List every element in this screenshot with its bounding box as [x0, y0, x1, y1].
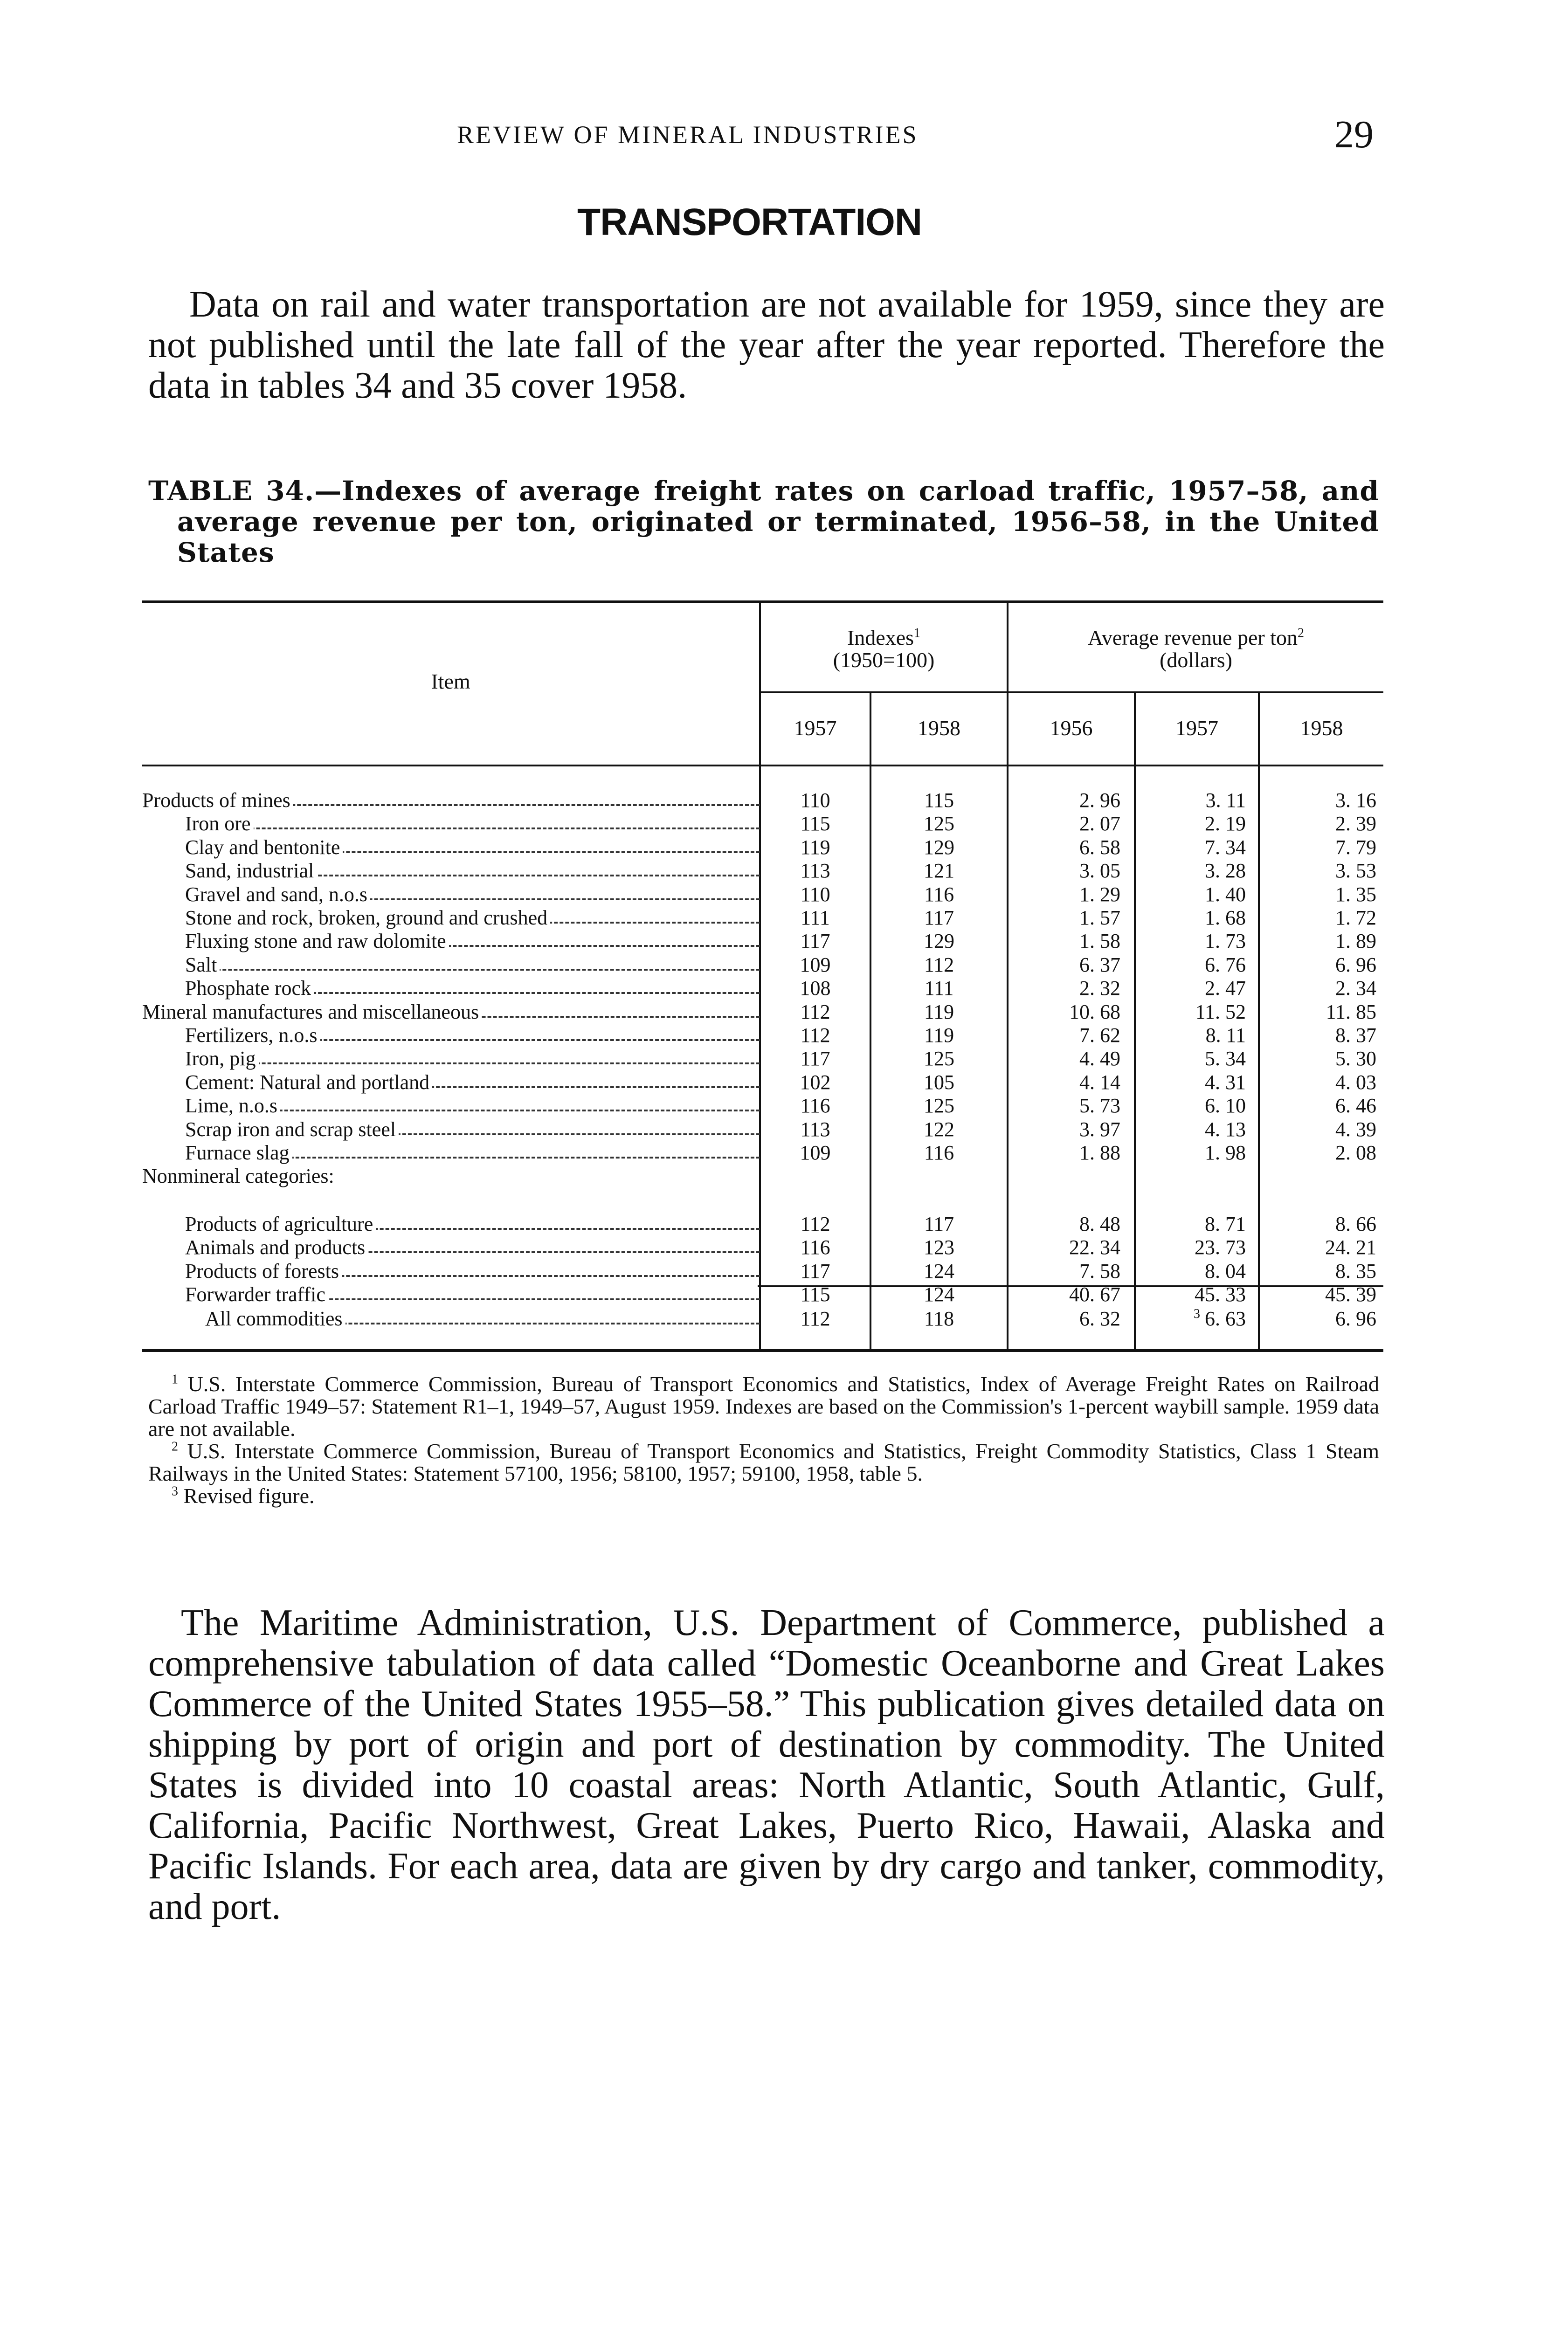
table-row-r1958: 3. 16 — [1335, 789, 1376, 812]
table-bottom-rule — [142, 1349, 1383, 1352]
table-row-item — [142, 1117, 760, 1141]
header-revenue-1958: 1958 — [1300, 716, 1343, 740]
table-row-i1958: 115 — [924, 789, 954, 812]
header-revenue-1956: 1956 — [1050, 716, 1093, 740]
footnotes — [148, 1373, 1379, 1507]
table-row-i1957: 111 — [801, 906, 830, 929]
table-row-r1957: 7. 34 — [1205, 836, 1246, 859]
table-row-item — [142, 1047, 760, 1070]
table-row-r1956: 3. 05 — [1079, 859, 1120, 882]
table-row-item — [142, 1141, 760, 1164]
item-label: Fertilizers, n.o.s — [185, 1024, 320, 1047]
header-revenue-footnote-mark: 2 — [1297, 626, 1304, 641]
table-row-i1957: 109 — [800, 953, 831, 976]
table-row-i1957: 112 — [800, 1213, 830, 1235]
table-row-r1957: 8. 11 — [1205, 1024, 1246, 1047]
table-row-r1957: 3. 11 — [1205, 789, 1246, 812]
section-title: TRANSPORTATION — [577, 201, 922, 243]
footnote-mark: 1 — [172, 1372, 178, 1387]
page-number: 29 — [1334, 113, 1374, 156]
table-row-r1958: 8. 66 — [1335, 1213, 1376, 1235]
table-row-item — [142, 1070, 760, 1094]
table-row-r1956: 7. 58 — [1079, 1260, 1120, 1283]
table-row-r1958: 2. 39 — [1335, 812, 1376, 835]
table-row-item — [142, 906, 760, 929]
table-row-i1958: 123 — [924, 1236, 954, 1259]
table-row-r1957: 6. 76 — [1205, 953, 1246, 976]
table-row-i1958: 105 — [924, 1071, 954, 1094]
table-top-rule — [142, 600, 1383, 603]
table-row-item — [142, 1283, 760, 1306]
table-row-i1957: 112 — [800, 1000, 830, 1023]
header-indexes-footnote-mark: 1 — [914, 626, 921, 641]
table-row-i1958: 125 — [924, 1094, 954, 1117]
table-row-i1957: 108 — [800, 977, 831, 1000]
footnote-text: Revised figure. — [183, 1484, 315, 1508]
item-label: Furnace slag — [185, 1141, 292, 1164]
table-row-i1958: 116 — [924, 1141, 954, 1164]
table-row-item — [142, 1212, 760, 1235]
header-indexes-base: (1950=100) — [833, 648, 935, 672]
table-row-item — [142, 953, 760, 976]
table-row-r1957: 1. 40 — [1205, 883, 1246, 906]
table-row-r1957: 6. 10 — [1205, 1094, 1246, 1117]
table-row-r1957: 23. 73 — [1195, 1236, 1246, 1259]
table-row-r1958: 4. 39 — [1335, 1118, 1376, 1141]
header-revenue — [1008, 627, 1383, 671]
item-label: Phosphate rock — [185, 977, 314, 1000]
total-row-r1957 — [1136, 1307, 1246, 1331]
dot-leader — [194, 1062, 760, 1064]
table-row-r1957: 4. 31 — [1205, 1071, 1246, 1094]
header-revenue-1957: 1957 — [1175, 716, 1218, 740]
header-indexes-label: Indexes — [847, 626, 914, 649]
table-row-r1956: 1. 29 — [1079, 883, 1120, 906]
table-row-i1958: 112 — [924, 953, 954, 976]
table-row-i1957: 117 — [800, 930, 830, 952]
freight-rates-table — [142, 600, 1383, 1350]
item-label: Iron ore — [185, 812, 254, 835]
table-row-r1958: 2. 34 — [1335, 977, 1376, 1000]
table-row-r1956: 5. 73 — [1079, 1094, 1120, 1117]
table-row-i1958: 121 — [924, 859, 954, 882]
table-row-item — [142, 812, 760, 835]
header-item: Item — [431, 669, 470, 693]
table-row-r1957: 1. 68 — [1205, 906, 1246, 929]
table-row-r1958: 1. 35 — [1335, 883, 1376, 906]
footnote — [148, 1440, 1379, 1485]
item-label: Mineral manufactures and miscellaneous — [142, 1000, 482, 1023]
table-row-i1958: 124 — [924, 1283, 954, 1306]
header-bottom-rule — [142, 765, 1383, 766]
intro-paragraph: Data on rail and water transportation are not available for 1959, since they are not published until the late fall of the year after the year reported. Therefore the data in tables 34 and 35 cover 1958. — [148, 284, 1385, 406]
table-row-item — [142, 835, 760, 859]
table-row-i1957: 110 — [800, 883, 830, 906]
header-revenue-unit: (dollars) — [1160, 648, 1232, 672]
table-row-i1957: 119 — [800, 836, 830, 859]
table-row-r1957: 1. 73 — [1205, 930, 1246, 952]
table-row-r1958: 3. 53 — [1335, 859, 1376, 882]
item-label: All commodities — [205, 1307, 345, 1330]
table-row-item — [142, 929, 760, 952]
table-row-i1957: 117 — [800, 1047, 830, 1070]
footnote-text: U.S. Interstate Commerce Commission, Bureau of Transport Economics and Statistics, Freight Commodity Statistics, Class 1 Steam Railways in the United States: Statement 57100, 1956; 58100, 1957; 59100, 1958, table 5. — [148, 1439, 1379, 1485]
table-row-r1956: 2. 32 — [1079, 977, 1120, 1000]
footnote-mark: 3 — [172, 1484, 178, 1499]
table-row-r1958: 4. 03 — [1335, 1071, 1376, 1094]
total-row-r1956: 6. 32 — [1079, 1307, 1120, 1330]
table-row-r1957: 8. 04 — [1205, 1260, 1246, 1283]
total-row-item — [142, 1307, 760, 1330]
table-row-i1958: 117 — [924, 906, 954, 929]
table-row-r1956: 22. 34 — [1069, 1236, 1120, 1259]
table-row-r1957: 3. 28 — [1205, 859, 1246, 882]
footnote — [148, 1485, 1379, 1507]
item-label: Products of mines — [142, 789, 293, 812]
table-row-r1956: 2. 07 — [1079, 812, 1120, 835]
header-index-1957: 1957 — [794, 716, 837, 740]
item-label: Gravel and sand, n.o.s — [185, 883, 370, 906]
table-row-item — [142, 976, 760, 1000]
table-row-r1956: 40. 67 — [1069, 1283, 1120, 1306]
footnote — [148, 1373, 1379, 1440]
table-caption-text: —Indexes of average freight rates on carload traffic, 1957–58, and average revenue per ton, originated or terminated, 1956–58, in the United States — [177, 475, 1379, 568]
item-label: Products of agriculture — [185, 1213, 376, 1235]
footnote-mark: 2 — [172, 1439, 178, 1454]
table-row-i1957: 116 — [800, 1236, 830, 1259]
table-row-item — [142, 788, 760, 812]
item-label: Scrap iron and scrap steel — [185, 1118, 399, 1141]
table-row-r1956: 1. 58 — [1079, 930, 1120, 952]
table-row-i1958: 119 — [924, 1000, 954, 1023]
table-row-r1958: 6. 46 — [1335, 1094, 1376, 1117]
table-row-r1956: 3. 97 — [1079, 1118, 1120, 1141]
table-row-r1957: 11. 52 — [1195, 1000, 1246, 1023]
item-label: Cement: Natural and portland — [185, 1071, 432, 1094]
table-row-item — [142, 1094, 760, 1117]
table-row-item — [142, 1259, 760, 1283]
total-row-i1958: 118 — [924, 1307, 954, 1330]
table-row-r1956: 10. 68 — [1069, 1000, 1120, 1023]
table-row-r1958: 5. 30 — [1335, 1047, 1376, 1070]
table-caption — [148, 476, 1379, 568]
header-mid-rule — [761, 691, 1383, 693]
table-row-r1958: 7. 79 — [1335, 836, 1376, 859]
table-row-r1957: 8. 71 — [1205, 1213, 1246, 1235]
item-label: Lime, n.o.s — [185, 1094, 280, 1117]
footnote-text: U.S. Interstate Commerce Commission, Bureau of Transport Economics and Statistics, Index of Average Freight Rates on Railroad Carload Traffic 1949–57: Statement R1–1, 1949–57, August 1959. Indexes are based on the Commission's 1-percent waybill sample. 1959 data are not available. — [148, 1372, 1380, 1441]
table-row-r1956: 1. 57 — [1079, 906, 1120, 929]
header-indexes — [761, 627, 1007, 671]
item-label: Fluxing stone and raw dolomite — [185, 930, 449, 952]
table-row-item — [142, 1000, 760, 1023]
table-row-item — [142, 859, 760, 882]
table-caption-label: TABLE 34. — [148, 475, 315, 507]
closing-paragraph: The Maritime Administration, U.S. Department of Commerce, published a comprehensive tabulation of data called “Domestic Oceanborne and Great Lakes Commerce of the United States 1955–58.” This publication gives detailed data on shipping by port of origin and port of destination by commodity. The United States is divided into 10 coastal areas: North Atlantic, South Atlantic, Gulf, California, Pacific Northwest, Great Lakes, Puerto Rico, Hawaii, Alaska and Pacific Islands. For each area, data are given by dry cargo and tanker, commodity, and port. — [148, 1602, 1385, 1927]
total-row-r1958: 6. 96 — [1335, 1307, 1376, 1330]
table-row-i1958: 125 — [924, 1047, 954, 1070]
table-row-i1957: 113 — [800, 859, 830, 882]
cell-value: 6. 63 — [1205, 1307, 1246, 1330]
item-label: Products of forests — [185, 1260, 342, 1283]
table-row-i1957: 112 — [800, 1024, 830, 1047]
table-row-r1957: 5. 34 — [1205, 1047, 1246, 1070]
table-row-r1958: 8. 37 — [1335, 1024, 1376, 1047]
table-row-i1958: 111 — [924, 977, 954, 1000]
table-row-i1957: 109 — [800, 1141, 831, 1164]
table-row-item — [142, 883, 760, 906]
table-row-i1958: 129 — [924, 836, 954, 859]
table-row-r1956: 6. 37 — [1079, 953, 1120, 976]
item-label: Nonmineral categories: — [142, 1165, 337, 1187]
table-row-i1958: 117 — [924, 1213, 954, 1235]
total-row-i1957: 112 — [800, 1307, 830, 1330]
table-row-r1957: 45. 33 — [1195, 1283, 1246, 1306]
item-label: Animals and products — [185, 1236, 368, 1259]
table-row-i1958: 129 — [924, 930, 954, 952]
item-label: Forwarder traffic — [185, 1283, 328, 1306]
header-index-1958: 1958 — [918, 716, 960, 740]
table-row-r1957: 2. 47 — [1205, 977, 1246, 1000]
table-row-r1956: 4. 49 — [1079, 1047, 1120, 1070]
item-label: Iron, pig — [185, 1047, 259, 1070]
revised-footnote-mark: 3 — [1194, 1307, 1200, 1322]
table-row-r1956: 7. 62 — [1079, 1024, 1120, 1047]
table-row-r1956: 2. 96 — [1079, 789, 1120, 812]
table-row-r1957: 4. 13 — [1205, 1118, 1246, 1141]
running-head: REVIEW OF MINERAL INDUSTRIES — [457, 121, 919, 149]
item-label: Stone and rock, broken, ground and crushed — [185, 906, 550, 929]
dot-leader — [194, 969, 760, 971]
table-row-i1957: 115 — [800, 812, 830, 835]
table-row-i1958: 125 — [924, 812, 954, 835]
header-revenue-label: Average revenue per ton — [1088, 626, 1298, 649]
table-row-i1957: 113 — [800, 1118, 830, 1141]
table-row-i1957: 102 — [800, 1071, 831, 1094]
table-row-r1956: 4. 14 — [1079, 1071, 1120, 1094]
table-row-item — [142, 1235, 760, 1259]
table-row-i1958: 119 — [924, 1024, 954, 1047]
table-row-i1957: 116 — [800, 1094, 830, 1117]
table-row-i1958: 116 — [924, 883, 954, 906]
table-row-i1958: 124 — [924, 1260, 954, 1283]
dot-leader — [194, 828, 760, 829]
table-row-r1958: 2. 08 — [1335, 1141, 1376, 1164]
item-label: Clay and bentonite — [185, 836, 343, 859]
table-row-i1957: 110 — [800, 789, 830, 812]
table-row-r1958: 11. 85 — [1326, 1000, 1376, 1023]
table-row-item — [142, 1164, 760, 1187]
table-row-r1956: 8. 48 — [1079, 1213, 1120, 1235]
table-row-r1957: 2. 19 — [1205, 812, 1246, 835]
table-row-r1956: 6. 58 — [1079, 836, 1120, 859]
table-row-r1956: 1. 88 — [1079, 1141, 1120, 1164]
table-row-r1958: 6. 96 — [1335, 953, 1376, 976]
table-row-r1958: 1. 72 — [1335, 906, 1376, 929]
table-row-r1958: 1. 89 — [1335, 930, 1376, 952]
table-row-r1958: 45. 39 — [1325, 1283, 1376, 1306]
item-label: Sand, industrial — [185, 859, 317, 882]
table-row-i1957: 117 — [800, 1260, 830, 1283]
table-row-r1958: 8. 35 — [1335, 1260, 1376, 1283]
table-row-i1958: 122 — [924, 1118, 954, 1141]
table-row-item — [142, 1023, 760, 1047]
table-row-i1957: 115 — [800, 1283, 830, 1306]
table-row-r1958: 24. 21 — [1325, 1236, 1376, 1259]
item-label: Salt — [185, 953, 220, 976]
table-row-r1957: 1. 98 — [1205, 1141, 1246, 1164]
